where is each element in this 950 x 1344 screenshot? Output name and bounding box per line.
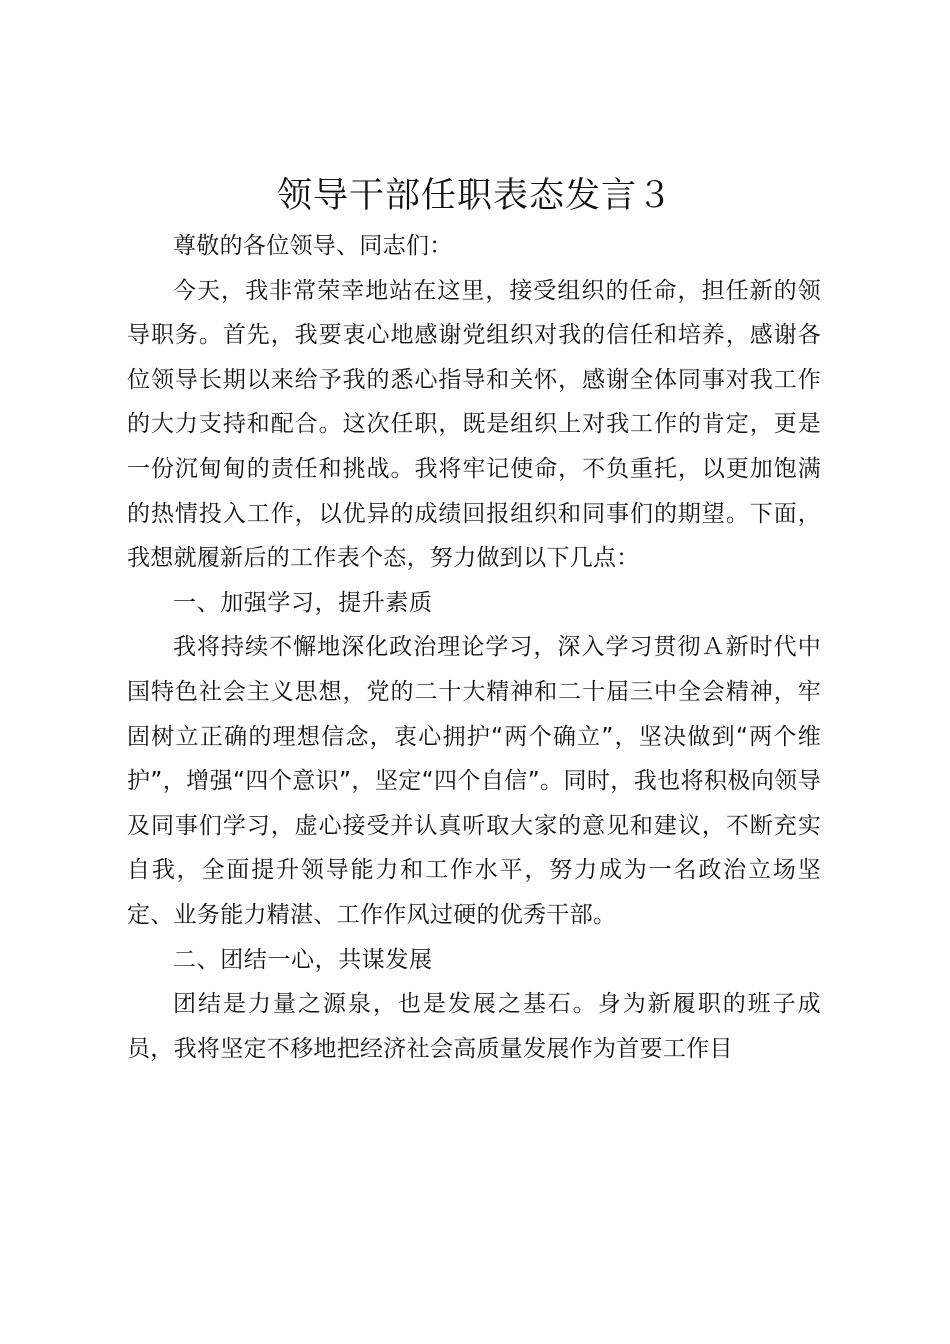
section-heading-2: 二、团结一心，共谋发展 (173, 946, 433, 973)
document-title: 领导干部任职表态发言３ (276, 176, 673, 216)
intro-paragraph: 今天，我非常荣幸地站在这里，接受组织的任命，担任新的领导职务。首先，我要衷心地感谢党组织对我的信任和培养，感谢各位领导长期以来给予我的悉心指导和关怀，感谢全体同事对我工作的大力支持和配合。这次任职，既是组织上对我工作的肯定，更是一份沉甸甸的责任和挑战。我将牢记使命，不负重托，以更加饱满的热情投入工作，以优异的成绩回报组织和同事们的期望。下面，我想就履新后的工作表个态，努力做到以下几点： (127, 277, 821, 572)
section-2-paragraph: 团结是力量之源泉，也是发展之基石。身为新履职的班子成员，我将坚定不移地把经济社会高质量发展作为首要工作目 (127, 991, 821, 1062)
salutation-paragraph: 尊敬的各位领导、同志们： (173, 233, 453, 259)
document-body (127, 224, 821, 1071)
section-1-paragraph: 我将持续不懈地深化政治理论学习，深入学习贯彻Ａ新时代中国特色社会主义思想，党的二十大精神和二十届三中全会精神，牢固树立正确的理想信念，衷心拥护“两个确立”，坚决做到“两个维护”，增强“四个意识”，坚定“四个自信”。同时，我也将积极向领导及同事们学习，虚心接受并认真听取大家的意见和建议，不断充实自我，全面提升领导能力和工作水平，努力成为一名政治立场坚定、业务能力精湛、工作作风过硬的优秀干部。 (127, 634, 821, 928)
section-heading-1: 一、加强学习，提升素质 (173, 589, 433, 616)
